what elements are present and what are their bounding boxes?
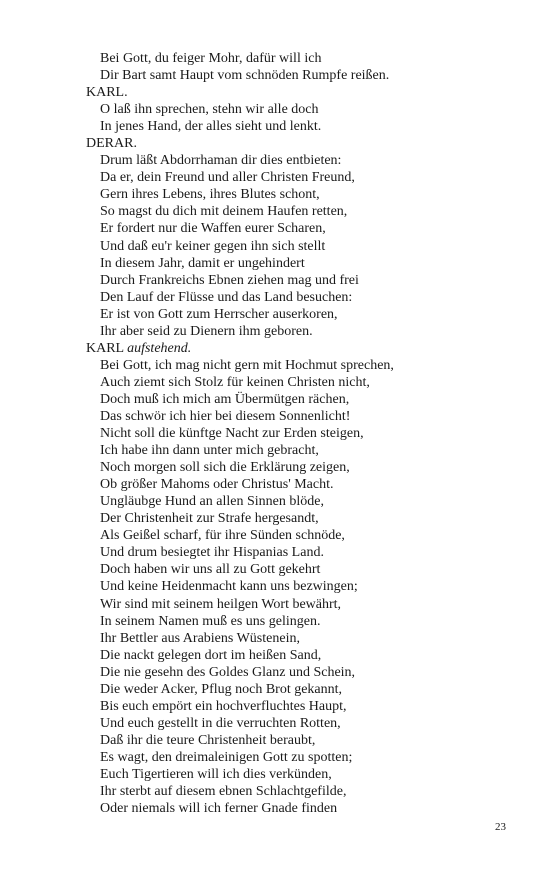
verse-text: Wir sind mit seinem heilgen Wort bewährt, <box>100 596 342 612</box>
verse-line <box>86 152 516 169</box>
verse-text: Es wagt, den dreimaleinigen Gott zu spotten; <box>100 749 353 765</box>
verse-line <box>86 561 516 578</box>
verse-text: Nicht soll die künftge Nacht zur Erden steigen, <box>100 426 364 442</box>
verse-text: Ihr aber seid zu Dienern ihm geboren. <box>100 323 313 339</box>
verse-line <box>86 306 516 323</box>
verse-line <box>86 323 516 340</box>
verse-line <box>86 101 516 118</box>
speaker-name: KARL <box>86 340 128 356</box>
verse-line <box>86 630 516 647</box>
verse-text: Die weder Acker, Pflug noch Brot gekannt, <box>100 681 343 697</box>
verse-line <box>86 186 516 203</box>
verse-line <box>86 203 516 220</box>
verse-line <box>86 613 516 630</box>
verse-text: Drum läßt Abdorrhaman dir dies entbieten: <box>100 153 342 169</box>
verse-line <box>86 374 516 391</box>
verse-line <box>86 698 516 715</box>
verse-line <box>86 476 516 493</box>
verse-text: Ich habe ihn dann unter mich gebracht, <box>100 443 319 459</box>
verse-line <box>86 169 516 186</box>
verse-text: Bis euch empört ein hochverfluchtes Haupt, <box>100 698 347 714</box>
verse-line <box>86 510 516 527</box>
verse-line <box>86 596 516 613</box>
verse-line <box>86 255 516 272</box>
verse-text: Da er, dein Freund und aller Christen Freund, <box>100 170 355 186</box>
verse-text: Er fordert nur die Waffen eurer Scharen, <box>100 221 326 237</box>
stage-direction: aufstehend. <box>127 340 192 356</box>
verse-text: In jenes Hand, der alles sieht und lenkt. <box>100 119 322 135</box>
verse-text: Als Geißel scharf, für ihre Sünden schnöde, <box>100 528 345 544</box>
verse-text: Das schwör ich hier bei diesem Sonnenlicht! <box>100 408 351 424</box>
verse-line <box>86 67 516 84</box>
verse-line <box>86 391 516 408</box>
verse-text: Ihr sterbt auf diesem ebnen Schlachtgefilde, <box>100 784 347 800</box>
verse-text: Euch Tigertieren will ich dies verkünden, <box>100 766 332 782</box>
verse-text-block <box>86 50 516 817</box>
verse-line <box>86 459 516 476</box>
verse-text: Ungläubge Hund an allen Sinnen blöde, <box>100 494 324 510</box>
speaker-name: KARL. <box>86 85 128 101</box>
verse-text: Und euch gestellt in die verruchten Rotten, <box>100 715 341 731</box>
verse-line <box>86 783 516 800</box>
verse-text: Noch morgen soll sich die Erklärung zeigen, <box>100 460 350 476</box>
verse-line <box>86 732 516 749</box>
verse-line <box>86 238 516 255</box>
verse-line <box>86 715 516 732</box>
verse-text: Die nackt gelegen dort im heißen Sand, <box>100 647 322 663</box>
verse-text: So magst du dich mit deinem Haufen retten, <box>100 204 348 220</box>
speaker-heading <box>86 135 516 152</box>
verse-text: Doch muß ich mich am Übermütgen rächen, <box>100 391 350 407</box>
verse-text: Und drum besiegtet ihr Hispanias Land. <box>100 545 324 561</box>
verse-line <box>86 289 516 306</box>
verse-line <box>86 544 516 561</box>
verse-line <box>86 357 516 374</box>
verse-line <box>86 800 516 817</box>
verse-text: Der Christenheit zur Strafe hergesandt, <box>100 511 319 527</box>
verse-text: Gern ihres Lebens, ihres Blutes schont, <box>100 187 320 203</box>
verse-line <box>86 749 516 766</box>
verse-line <box>86 50 516 67</box>
verse-line <box>86 442 516 459</box>
verse-line <box>86 408 516 425</box>
verse-text: Und daß eu'r keiner gegen ihn sich stellt <box>100 238 326 254</box>
speaker-name: DERAR. <box>86 136 137 152</box>
verse-text: Ob größer Mahoms oder Christus' Macht. <box>100 477 334 493</box>
verse-text: Auch ziemt sich Stolz für keinen Christen nicht, <box>100 374 370 390</box>
verse-line <box>86 272 516 289</box>
verse-text: In diesem Jahr, damit er ungehindert <box>100 255 305 271</box>
verse-text: Und keine Heidenmacht kann uns bezwingen; <box>100 579 358 595</box>
verse-text: Er ist von Gott zum Herrscher auserkoren, <box>100 306 338 322</box>
verse-line <box>86 493 516 510</box>
verse-line <box>86 578 516 595</box>
verse-text: Die nie gesehn des Goldes Glanz und Schein, <box>100 664 356 680</box>
verse-text: Oder niemals will ich ferner Gnade finden <box>100 801 338 817</box>
verse-text: Den Lauf der Flüsse und das Land besuchen: <box>100 289 353 305</box>
page-number: 23 <box>495 821 506 833</box>
verse-line <box>86 118 516 135</box>
verse-text: Doch haben wir uns all zu Gott gekehrt <box>100 562 321 578</box>
verse-text: Durch Frankreichs Ebnen ziehen mag und frei <box>100 272 359 288</box>
verse-text: Daß ihr die teure Christenheit beraubt, <box>100 732 316 748</box>
verse-line <box>86 664 516 681</box>
verse-text: Bei Gott, ich mag nicht gern mit Hochmut sprechen, <box>100 357 394 373</box>
speaker-heading <box>86 340 516 357</box>
verse-line <box>86 220 516 237</box>
verse-line <box>86 425 516 442</box>
verse-text: In seinem Namen muß es uns gelingen. <box>100 613 321 629</box>
verse-text: Dir Bart samt Haupt vom schnöden Rumpfe reißen. <box>100 68 390 84</box>
verse-text: O laß ihn sprechen, stehn wir alle doch <box>100 102 319 118</box>
verse-line <box>86 681 516 698</box>
verse-line <box>86 647 516 664</box>
verse-line <box>86 766 516 783</box>
speaker-heading <box>86 84 516 101</box>
verse-text: Bei Gott, du feiger Mohr, dafür will ich <box>100 51 322 66</box>
verse-line <box>86 527 516 544</box>
verse-text: Ihr Bettler aus Arabiens Wüstenein, <box>100 630 300 646</box>
